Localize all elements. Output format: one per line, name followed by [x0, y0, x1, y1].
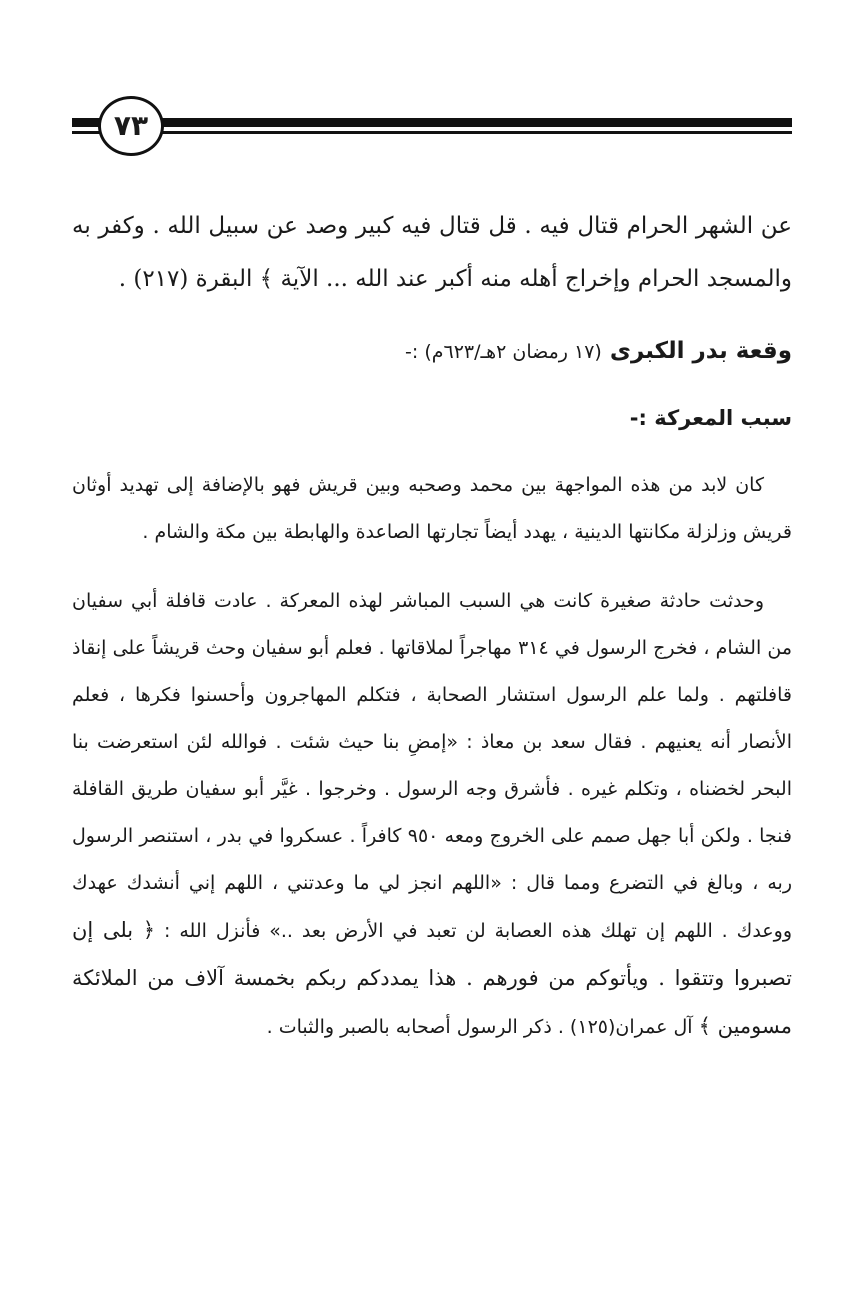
- header-rule-left-thin: [72, 131, 102, 134]
- subsection-heading: سبب المعركة :-: [629, 406, 792, 430]
- page-content: [72, 200, 792, 1051]
- page-header: [72, 94, 792, 166]
- paragraph-text: آل عمران(١٢٥) . ذكر الرسول أصحابه بالصبر والثبات .: [266, 1016, 693, 1038]
- paragraph-text: وحدثت حادثة صغيرة كانت هي السبب المباشر لهذه المعركة . عادت قافلة أبي سفيان من الشام ، فخرج الرسول في ٣١٤ مهاجراً لملاقاتها . فعلم أبو سفيان وحث قريشاً على إنقاذ قافلتهم . ولما علم الرسول استشار الصحابة ، فتكلم المهاجرون وأحسنوا فكرها ، فعلم الأنصار أنه يعنيهم . فقال سعد بن معاذ : «إمضِ بنا حيث شئت . فوالله لئن استعرضت بنا البحر لخضناه ، وتكلم غيره . فأشرق وجه الرسول . وخرجوا . غيَّر أبو سفيان طريق القافلة فنجا . ولكن أبا جهل صمم على الخروج ومعه ٩٥٠ كافراً . عسكروا في بدر ، استنصر الرسول ربه ، وبالغ في التضرع ومما قال : «اللهم انجز لي ما وعدتني ، اللهم إني أنشدك عهدك ووعدك . اللهم إن تهلك هذه العصابة لن تعبد في الأرض بعد ..» فأنزل الله :: [72, 590, 793, 942]
- paragraph: كان لابد من هذه المواجهة بين محمد وصحبه وبين قريش فهو بالإضافة إلى تهديد أوثان قريش وزلزلة مكانتها الدينية ، يهدد أيضاً تجارتها الصاعدة والهابطة بين مكة والشام .: [72, 474, 792, 543]
- page-number: ٧٣: [113, 109, 149, 142]
- section-heading-date: (١٧ رمضان ٢هـ/٦٢٣م) :-: [405, 341, 602, 363]
- quran-verse-inline: ﴿ بلى إن تصبروا وتتقوا . ويأتوكم من فورهم . هذا يمددكم ربكم بخمسة آلاف من الملائكة مسومين ﴾: [72, 918, 792, 1038]
- header-rule-thick: [162, 118, 792, 127]
- section-heading: [72, 326, 792, 376]
- quran-verse-continuation: عن الشهر الحرام قتال فيه . قل قتال فيه كبير وصد عن سبيل الله . وكفر به والمسجد الحرام وإخراج أهله منه أكبر عند الله ... الآية ﴾ البقرة (٢١٧) .: [72, 213, 792, 292]
- section-heading-title: وقعة بدر الكبرى: [609, 338, 792, 364]
- page-number-badge: [98, 96, 164, 156]
- paragraph: [72, 578, 792, 1051]
- header-rule-thin: [162, 131, 792, 134]
